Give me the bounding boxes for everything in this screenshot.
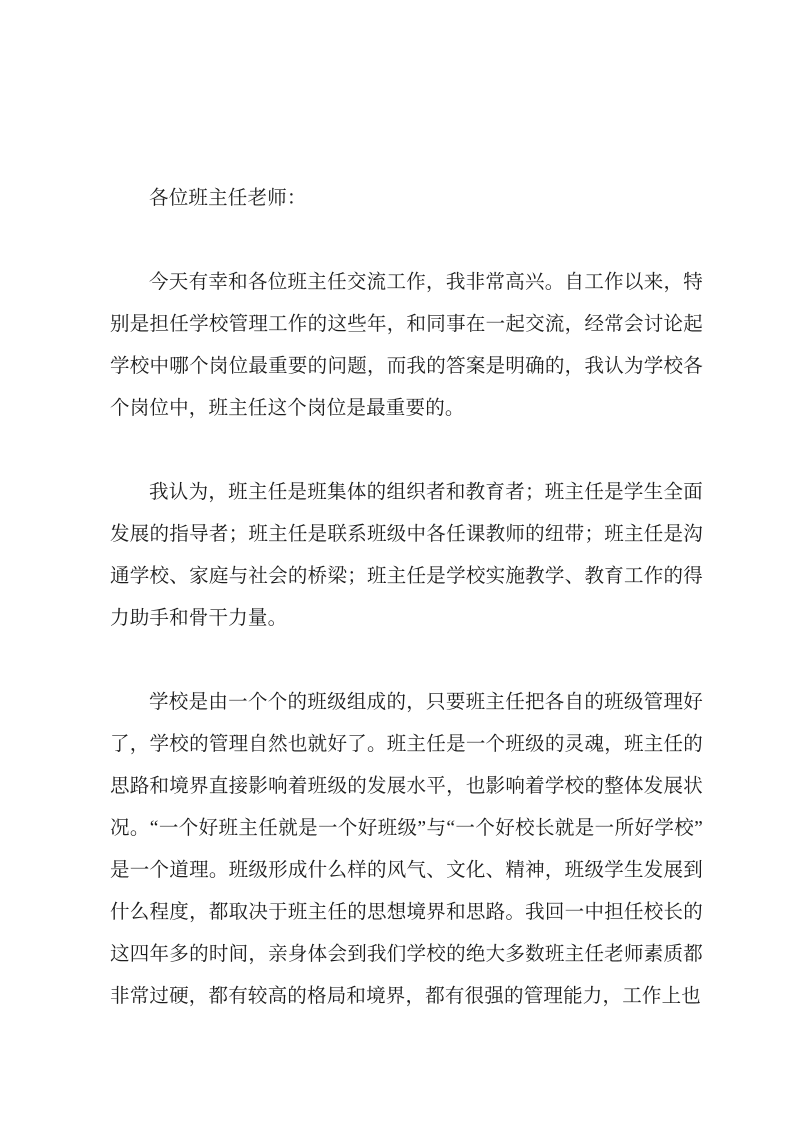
body-paragraph-3: 学校是由一个个的班级组成的，只要班主任把各自的班级管理好了，学校的管理自然也就好了。班主任是一个班级的灵魂，班主任的思路和境界直接影响着班级的发展水平，也影响着学校的整体发展状况。“一个好班主任就是一个好班级”与“一个好校长就是一所好学校”是一个道理。班级形成什么样的风气、文化、精神，班级学生发展到什么程度，都取决于班主任的思想境界和思路。我回一中担任校长的这四年多的时间，亲身体会到我们学校的绝大多数班主任老师素质都非常过硬，都有较高的格局和境界，都有很强的管理能力，工作上也 <box>110 692 703 1007</box>
body-paragraph-2: 我认为，班主任是班集体的组织者和教育者；班主任是学生全面发展的指导者；班主任是联系班级中各任课教师的纽带；班主任是沟通学校、家庭与社会的桥梁；班主任是学校实施教学、教育工作的得力助手和骨干力量。 <box>110 482 703 629</box>
salutation: 各位班主任老师： <box>149 188 307 209</box>
body-paragraph-1: 今天有幸和各位班主任交流工作，我非常高兴。自工作以来，特别是担任学校管理工作的这些年，和同事在一起交流，经常会讨论起学校中哪个岗位最重要的问题，而我的答案是明确的，我认为学校各个岗位中，班主任这个岗位是最重要的。 <box>110 272 703 419</box>
